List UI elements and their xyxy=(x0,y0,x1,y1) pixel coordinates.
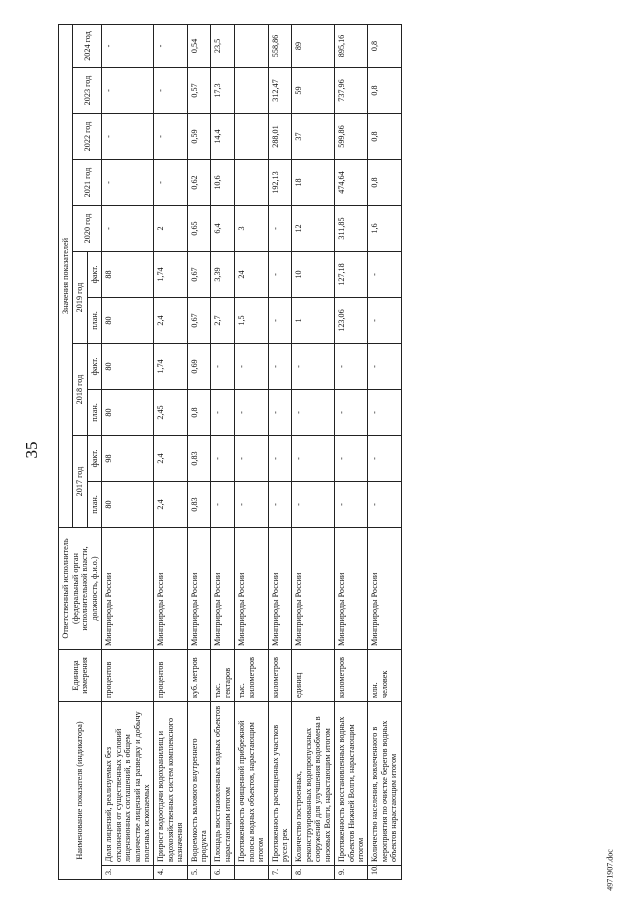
value-cell: 0,67 xyxy=(187,252,211,298)
responsible-cell: Минприроды России xyxy=(292,528,335,650)
unit-cell: километров xyxy=(268,650,292,702)
value-cell: 59 xyxy=(292,68,335,114)
footer-document-ref: 4971907.doc xyxy=(605,849,615,891)
responsible-cell: Минприроды России xyxy=(102,528,154,650)
value-cell: 127,18 xyxy=(335,252,368,298)
value-cell: 89 xyxy=(292,24,335,67)
value-cell: 37 xyxy=(292,114,335,160)
value-cell: - xyxy=(292,390,335,436)
value-cell: 18 xyxy=(292,160,335,206)
value-cell: - xyxy=(211,482,235,528)
value-cell: 599,86 xyxy=(335,114,368,160)
table-row xyxy=(102,24,154,879)
value-cell: 0,65 xyxy=(187,206,211,252)
indicator-name: Доля лицензий, реализуемых без отклонения от существенных условий лицензионных соглашений, в общем количестве лицензий на разведку и добычу полезных ископаемых xyxy=(102,702,154,866)
value-cell: 0,59 xyxy=(187,114,211,160)
value-cell: - xyxy=(292,344,335,390)
header-name: Наименование показателя (индикатора) xyxy=(59,702,102,880)
responsible-cell: Минприроды России xyxy=(235,528,268,650)
responsible-cell: Минприроды России xyxy=(211,528,235,650)
value-cell xyxy=(235,160,268,206)
value-cell: 24 xyxy=(235,252,268,298)
table-row xyxy=(268,24,292,879)
value-cell: 0,69 xyxy=(187,344,211,390)
value-cell: 14,4 xyxy=(211,114,235,160)
header-year-2021: 2021 год xyxy=(73,160,102,206)
value-cell: 1 xyxy=(292,298,335,344)
table-row xyxy=(292,24,335,879)
header-year-2018: 2018 год xyxy=(73,344,87,436)
value-cell: - xyxy=(102,24,154,67)
value-cell: - xyxy=(268,206,292,252)
value-cell: - xyxy=(268,482,292,528)
value-cell: 10 xyxy=(292,252,335,298)
responsible-cell: Минприроды России xyxy=(187,528,211,650)
indicator-name: Водоемкость валового внутреннего продукта xyxy=(187,702,211,866)
value-cell xyxy=(235,114,268,160)
value-cell: 312,47 xyxy=(268,68,292,114)
value-cell: - xyxy=(102,160,154,206)
value-cell: - xyxy=(154,160,187,206)
value-cell: 98 xyxy=(102,436,154,482)
value-cell: - xyxy=(335,482,368,528)
value-cell: 0,62 xyxy=(187,160,211,206)
value-cell: 6,4 xyxy=(211,206,235,252)
row-number: 7. xyxy=(268,866,292,880)
value-cell: - xyxy=(235,344,268,390)
header-year-2019: 2019 год xyxy=(73,252,87,344)
value-cell: - xyxy=(235,482,268,528)
value-cell: 558,86 xyxy=(268,24,292,67)
value-cell: - xyxy=(235,436,268,482)
header-year-2017: 2017 год xyxy=(73,436,87,528)
indicator-name: Протяженность очищенной прибрежной полосы водных объектов, нарастающим итогом xyxy=(235,702,268,866)
value-cell: 895,16 xyxy=(335,24,368,67)
value-cell: 0,8 xyxy=(368,68,401,114)
table-row xyxy=(335,24,368,879)
indicator-name: Количество населения, вовлеченного в мероприятия по очистке берегов водных объектов нарастающим итогом xyxy=(368,702,401,866)
value-cell: 0,57 xyxy=(187,68,211,114)
value-cell: - xyxy=(268,390,292,436)
unit-cell: тыс. гектаров xyxy=(211,650,235,702)
value-cell: 3,39 xyxy=(211,252,235,298)
value-cell: - xyxy=(268,298,292,344)
value-cell: - xyxy=(235,390,268,436)
value-cell: - xyxy=(154,24,187,67)
value-cell: 288,01 xyxy=(268,114,292,160)
row-number: 8. xyxy=(292,866,335,880)
row-number: 3. xyxy=(102,866,154,880)
header-values: Значения показателей xyxy=(59,24,73,527)
value-cell: - xyxy=(268,344,292,390)
value-cell: - xyxy=(335,436,368,482)
value-cell: 123,06 xyxy=(335,298,368,344)
header-year-2020: 2020 год xyxy=(73,206,102,252)
value-cell: 0,8 xyxy=(187,390,211,436)
value-cell: 17,3 xyxy=(211,68,235,114)
page-number: 35 xyxy=(22,441,41,459)
value-cell: - xyxy=(211,390,235,436)
value-cell xyxy=(235,24,268,67)
unit-cell: млн. человек xyxy=(368,650,401,702)
value-cell: - xyxy=(268,436,292,482)
value-cell: 0,83 xyxy=(187,482,211,528)
unit-cell: единиц xyxy=(292,650,335,702)
header-plan: план. xyxy=(87,298,101,344)
value-cell: 0,83 xyxy=(187,436,211,482)
header-fact: факт. xyxy=(87,252,101,298)
value-cell: 2,4 xyxy=(154,482,187,528)
value-cell: 2,4 xyxy=(154,298,187,344)
value-cell: 1,74 xyxy=(154,252,187,298)
row-number: 5. xyxy=(187,866,211,880)
header-fact: факт. xyxy=(87,436,101,482)
value-cell: - xyxy=(368,390,401,436)
row-number: 9. xyxy=(335,866,368,880)
value-cell: 80 xyxy=(102,344,154,390)
value-cell: 80 xyxy=(102,298,154,344)
value-cell: 311,85 xyxy=(335,206,368,252)
value-cell: 12 xyxy=(292,206,335,252)
value-cell: 2,4 xyxy=(154,436,187,482)
responsible-cell: Минприроды России xyxy=(268,528,292,650)
value-cell: 1,74 xyxy=(154,344,187,390)
value-cell: - xyxy=(368,436,401,482)
row-number: 10. xyxy=(368,866,401,880)
value-cell: - xyxy=(292,436,335,482)
value-cell: 80 xyxy=(102,482,154,528)
value-cell: 0,8 xyxy=(368,160,401,206)
responsible-cell: Минприроды России xyxy=(154,528,187,650)
value-cell: 192,13 xyxy=(268,160,292,206)
table-body xyxy=(102,24,401,879)
unit-cell: тыс. километров xyxy=(235,650,268,702)
value-cell: - xyxy=(211,436,235,482)
value-cell: 0,8 xyxy=(368,114,401,160)
header-year-2024: 2024 год xyxy=(73,24,102,67)
value-cell: - xyxy=(368,252,401,298)
value-cell: 23,5 xyxy=(211,24,235,67)
value-cell: - xyxy=(292,482,335,528)
header-plan: план. xyxy=(87,482,101,528)
value-cell: - xyxy=(102,68,154,114)
value-cell: 474,64 xyxy=(335,160,368,206)
value-cell: - xyxy=(335,390,368,436)
value-cell: - xyxy=(368,298,401,344)
indicator-name: Протяженность расчищенных участков русел рек xyxy=(268,702,292,866)
value-cell xyxy=(235,68,268,114)
table-row xyxy=(368,24,401,879)
unit-cell: километров xyxy=(335,650,368,702)
row-number: 4. xyxy=(154,866,187,880)
responsible-cell: Минприроды России xyxy=(368,528,401,650)
responsible-cell: Минприроды России xyxy=(335,528,368,650)
value-cell: - xyxy=(211,344,235,390)
value-cell: 0,54 xyxy=(187,24,211,67)
header-plan: план. xyxy=(87,390,101,436)
table-row xyxy=(187,24,211,879)
header-fact: факт. xyxy=(87,344,101,390)
value-cell: 0,8 xyxy=(368,24,401,67)
value-cell: - xyxy=(154,68,187,114)
table-row xyxy=(211,24,235,879)
unit-cell: процентов xyxy=(102,650,154,702)
value-cell: 2,7 xyxy=(211,298,235,344)
value-cell: 0,67 xyxy=(187,298,211,344)
value-cell: - xyxy=(268,252,292,298)
value-cell: - xyxy=(102,206,154,252)
header-responsible: Ответственный исполнитель (федеральный орган исполнительной власти, должность, ф.и.о.) xyxy=(59,528,102,650)
value-cell: 80 xyxy=(102,390,154,436)
value-cell: 88 xyxy=(102,252,154,298)
indicator-name: Прирост водоотдачи водохранилищ и водохозяйственных систем комплексного назначения xyxy=(154,702,187,866)
value-cell: - xyxy=(368,344,401,390)
value-cell: 10,6 xyxy=(211,160,235,206)
indicator-name: Площадь восстановленных водных объектов нарастающим итогом xyxy=(211,702,235,866)
rotated-table-container xyxy=(58,25,578,880)
indicators-table xyxy=(58,24,402,880)
header-unit: Единица измерения xyxy=(59,650,102,702)
value-cell: 1,6 xyxy=(368,206,401,252)
table-row xyxy=(154,24,187,879)
row-number xyxy=(235,866,268,880)
value-cell: 3 xyxy=(235,206,268,252)
value-cell: 2 xyxy=(154,206,187,252)
value-cell: 1,5 xyxy=(235,298,268,344)
value-cell: - xyxy=(102,114,154,160)
indicator-name: Протяженность восстановленных водных объектов Нижней Волги, нарастающим итогом xyxy=(335,702,368,866)
table-row xyxy=(235,24,268,879)
value-cell: 737,96 xyxy=(335,68,368,114)
unit-cell: процентов xyxy=(154,650,187,702)
unit-cell: куб. метров xyxy=(187,650,211,702)
value-cell: - xyxy=(154,114,187,160)
header-year-2023: 2023 год xyxy=(73,68,102,114)
row-number: 6. xyxy=(211,866,235,880)
value-cell: - xyxy=(368,482,401,528)
header-year-2022: 2022 год xyxy=(73,114,102,160)
value-cell: 2,45 xyxy=(154,390,187,436)
indicator-name: Количество построенных, реконструированных водопропускных сооружений для улучшения водообмена в низовьях Волги, нарастающим итогом xyxy=(292,702,335,866)
value-cell: - xyxy=(335,344,368,390)
